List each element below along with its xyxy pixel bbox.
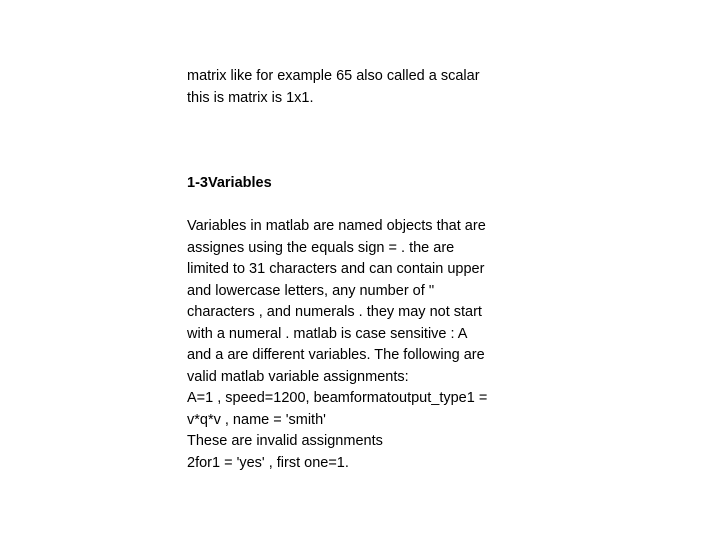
body-line: assignes using the equals sign = . the are [187,239,455,256]
section-heading: 1-3Variables [187,175,272,191]
body-line: with a numeral . matlab is case sensitive : A [187,325,468,342]
intro-line: matrix like for example 65 also called a scalar [187,68,480,84]
body-line: 2for1 = 'yes' , first one=1. [187,454,349,471]
body-line: and lowercase letters, any number of '' [187,282,435,299]
variables-paragraph [187,216,487,474]
body-line: limited to 31 characters and can contain upper [187,261,485,277]
intro-line: this is matrix is 1x1. [187,89,314,106]
intro-paragraph [187,66,547,109]
section-body [187,216,487,474]
body-line: valid matlab variable assignments: [187,368,409,385]
body-line: and a are different variables. The following are [187,347,485,363]
body-line: Variables in matlab are named objects that are [187,218,486,234]
body-line: These are invalid assignments [187,433,383,449]
document-page [187,66,547,471]
body-line: characters , and numerals . they may not start [187,304,482,320]
body-line: v*q*v , name = 'smith' [187,411,326,428]
body-line: A=1 , speed=1200, beamformatoutput_type1 = [187,390,488,406]
